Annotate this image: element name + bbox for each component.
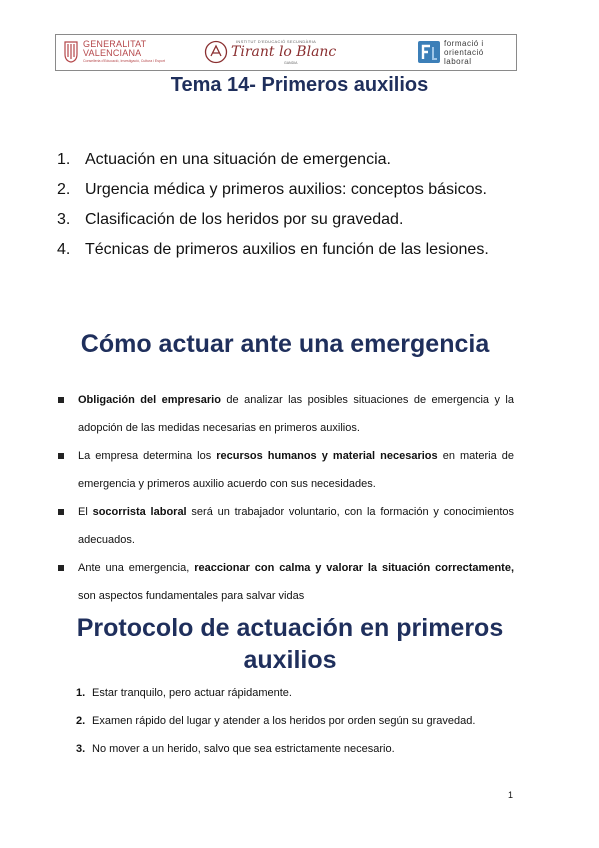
square-bullet-icon (58, 453, 64, 459)
toc-item (57, 210, 513, 230)
bullet-text-pre: La empresa determina los (78, 450, 217, 462)
protocol-step (76, 742, 516, 756)
bullet-item (56, 554, 514, 610)
table-of-contents (57, 150, 513, 270)
tirant-lo-blanc-emblem-icon (204, 40, 228, 64)
step-text: Estar tranquilo, pero actuar rápidamente. (92, 687, 292, 699)
bullet-item (56, 442, 514, 498)
emergency-bullet-list (56, 386, 514, 610)
tirant-lo-blanc-city: GANDIA (284, 61, 298, 65)
bullet-text-post: será un trabajador voluntario, con la formación y conocimientos adecuados. (78, 506, 514, 546)
fol-logo (418, 39, 514, 67)
fol-line2: orientació (444, 48, 484, 57)
toc-item-text: Técnicas de primeros auxilios en función de las lesiones. (85, 241, 489, 258)
bullet-text-pre: El (78, 506, 93, 518)
bullet-text-bold: socorrista laboral (92, 506, 187, 518)
toc-item-number: 2. (57, 181, 71, 198)
step-number: 1. (76, 687, 86, 699)
protocol-step (76, 714, 516, 728)
generalitat-shield-icon (64, 41, 78, 63)
bullet-item (56, 498, 514, 554)
tirant-lo-blanc-logo (204, 37, 354, 69)
fol-line1: formació i (444, 39, 484, 48)
protocol-steps-list (76, 686, 516, 770)
section-heading-emergency: Cómo actuar ante una emergencia (80, 330, 490, 358)
bullet-text-post: son aspectos fundamentales para salvar vidas (78, 590, 305, 602)
step-text: No mover a un herido, salvo que sea estrictamente necesario. (92, 743, 395, 755)
bullet-item (56, 386, 514, 442)
bullet-text-bold: Obligación del empresario (78, 394, 221, 406)
document-title: Tema 14- Primeros auxilios (170, 74, 429, 96)
toc-item (57, 240, 513, 260)
tirant-lo-blanc-name: Tirant lo Blanc (231, 44, 337, 60)
step-number: 3. (76, 743, 86, 755)
toc-item-number: 1. (57, 151, 71, 168)
toc-item (57, 150, 513, 170)
page-number: 1 (508, 790, 514, 800)
protocol-step (76, 686, 516, 700)
generalitat-line2: VALENCIANA (83, 48, 142, 58)
bullet-text-bold: recursos humanos y material necesarios (216, 450, 438, 462)
generalitat-logo (64, 39, 182, 67)
toc-item (57, 180, 513, 200)
step-number: 2. (76, 715, 86, 727)
bullet-text-post: en materia de emergencia y primeros auxilio acuerdo con sus necesidades. (78, 450, 514, 490)
square-bullet-icon (58, 509, 64, 515)
toc-item-text: Clasificación de los heridos por su gravedad. (85, 211, 404, 228)
toc-item-text: Urgencia médica y primeros auxilios: conceptos básicos. (85, 181, 487, 198)
fol-mark-icon (418, 41, 440, 63)
step-text: Examen rápido del lugar y atender a los heridos por orden según su gravedad. (92, 715, 476, 727)
toc-item-number: 4. (57, 241, 71, 258)
toc-item-text: Actuación en una situación de emergencia. (85, 151, 391, 168)
toc-item-number: 3. (57, 211, 71, 228)
page-header (55, 34, 517, 71)
bullet-text-pre: Ante una emergencia, (78, 562, 195, 574)
square-bullet-icon (58, 565, 64, 571)
square-bullet-icon (58, 397, 64, 403)
bullet-text-post: de analizar las posibles situaciones de emergencia y la adopción de las medidas necesarias en primeros auxilios. (78, 394, 514, 434)
section-heading-protocol: Protocolo de actuación en primeros auxilios (76, 614, 504, 674)
fol-line3: laboral (444, 57, 472, 66)
generalitat-line1: GENERALITAT (83, 39, 147, 49)
generalitat-line3: Conselleria d'Educació, Investigació, Cultura i Esport (83, 59, 165, 63)
bullet-text-bold: reaccionar con calma y valorar la situación correctamente, (194, 562, 514, 574)
tirant-lo-blanc-subtitle: INSTITUT D'EDUCACIÓ SECUNDÀRIA (236, 39, 317, 44)
